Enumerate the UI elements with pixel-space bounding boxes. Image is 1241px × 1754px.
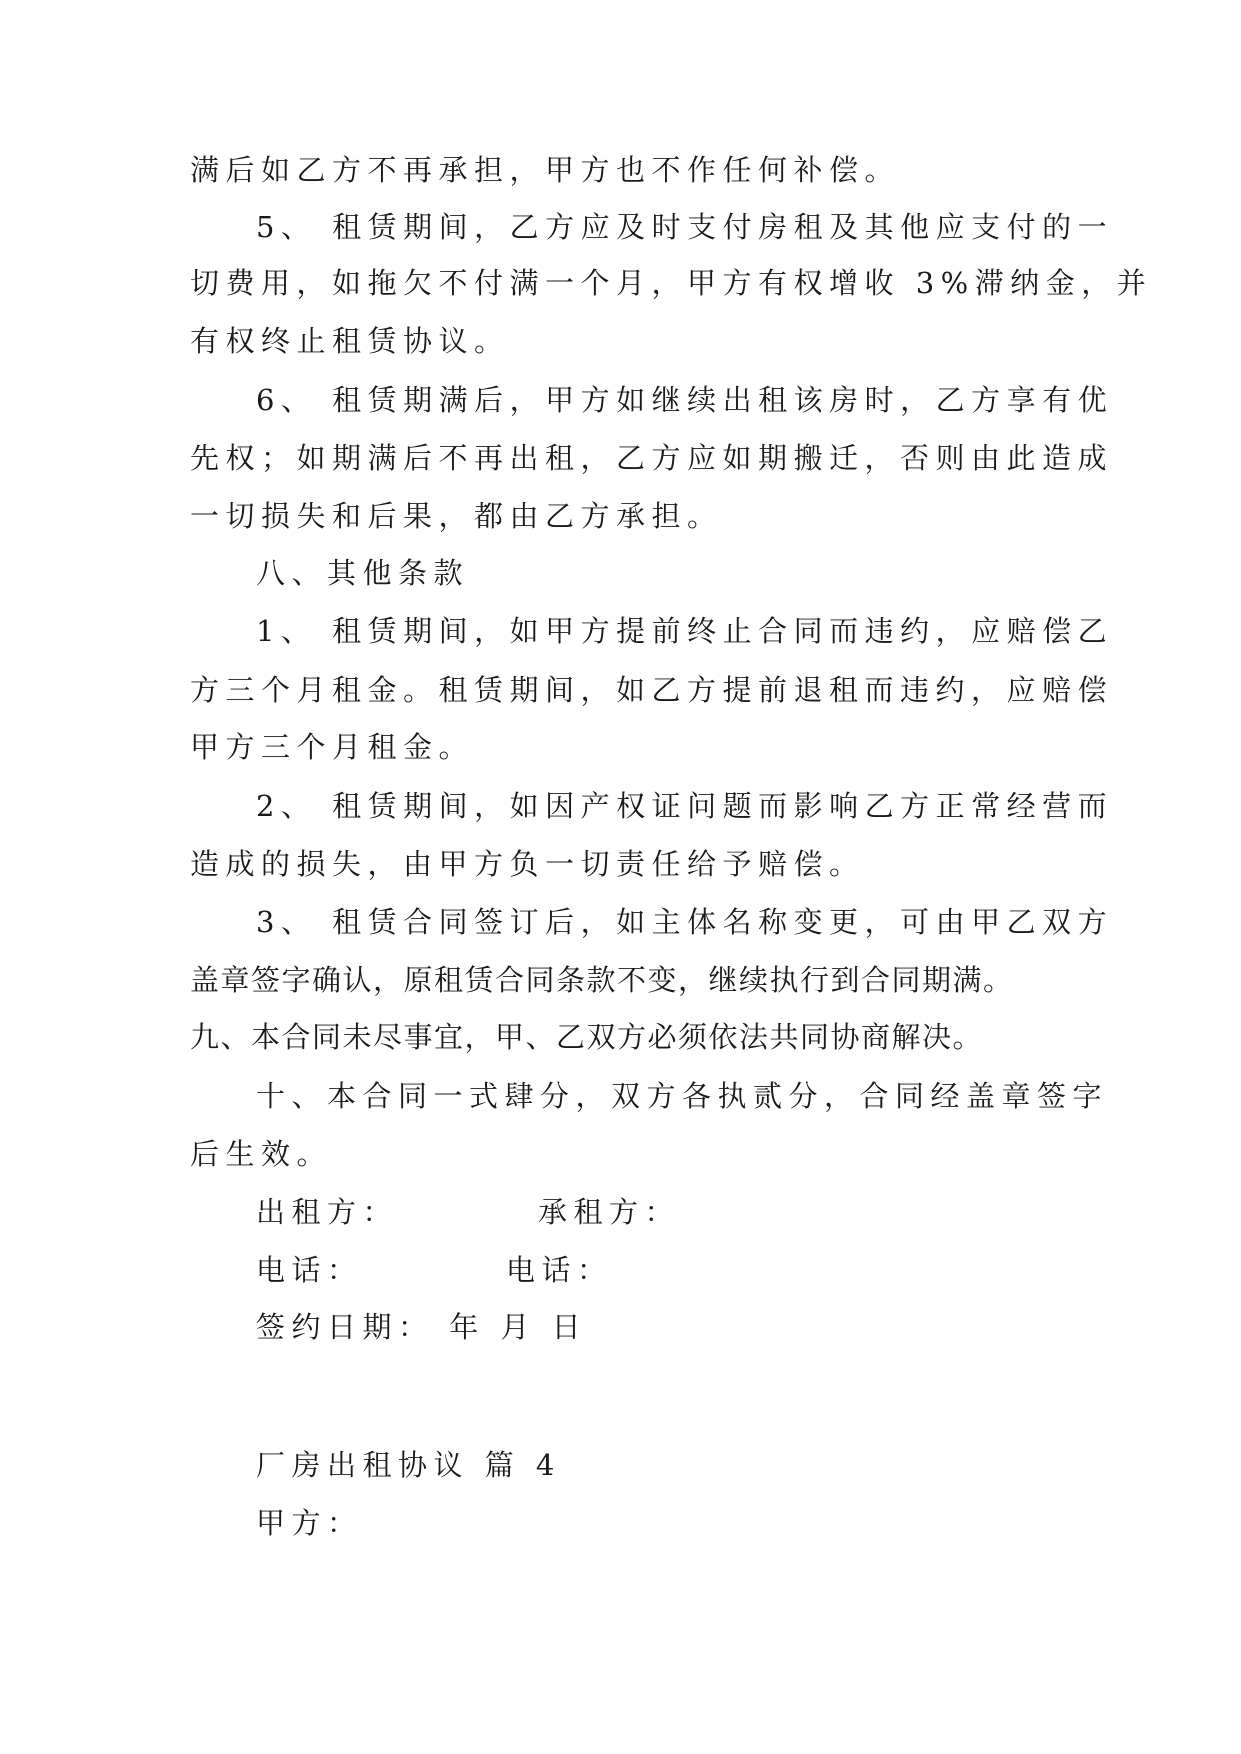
section-title: 厂房出租协议 篇 4 <box>256 1448 561 1482</box>
paragraph-line: 后生效。 <box>190 1137 333 1171</box>
phone-label-right: 电话： <box>506 1253 613 1287</box>
clause-6-line: 6、 租赁期满后，甲方如继续出租该房时，乙方享有优 <box>256 383 1114 417</box>
paragraph-line: 满后如乙方不再承担，甲方也不作任何补偿。 <box>190 153 901 187</box>
clause-1-line: 1、 租赁期间，如甲方提前终止合同而违约，应赔偿乙 <box>256 614 1114 648</box>
paragraph-line: 方三个月租金。租赁期间，如乙方提前退租而违约，应赔偿 <box>190 673 1114 707</box>
paragraph-line: 造成的损失，由甲方负一切责任给予赔偿。 <box>190 847 865 881</box>
lessor-label: 出租方： <box>256 1195 399 1229</box>
section-heading-ten: 十、本合同一式肆分，双方各执贰分，合同经盖章签字 <box>256 1079 1109 1113</box>
paragraph-line: 甲方三个月租金。 <box>190 730 475 764</box>
clause-3-line: 3、 租赁合同签订后，如主体名称变更，可由甲乙双方 <box>256 905 1114 939</box>
paragraph-line: 一切损失和后果，都由乙方承担。 <box>190 499 723 533</box>
paragraph-line: 切费用，如拖欠不付满一个月，甲方有权增收 3%滞纳金，并 <box>190 266 1153 300</box>
signing-date-line: 签约日期： 年 月 日 <box>256 1310 588 1344</box>
clause-2-line: 2、 租赁期间，如因产权证问题而影响乙方正常经营而 <box>256 789 1114 823</box>
paragraph-line: 先权；如期满后不再出租，乙方应如期搬迁，否则由此造成 <box>190 441 1114 475</box>
section-heading-eight: 八、其他条款 <box>256 556 470 590</box>
paragraph-line: 盖章签字确认，原租赁合同条款不变，继续执行到合同期满。 <box>190 963 1014 997</box>
party-a-label: 甲方： <box>256 1506 363 1540</box>
clause-5-line: 5、 租赁期间，乙方应及时支付房租及其他应支付的一 <box>256 210 1114 244</box>
phone-label-left: 电话： <box>256 1253 363 1287</box>
section-heading-nine: 九、本合同未尽事宜，甲、乙双方必须依法共同协商解决。 <box>190 1020 984 1054</box>
lessee-label: 承租方： <box>538 1195 681 1229</box>
paragraph-line: 有权终止租赁协议。 <box>190 324 510 358</box>
